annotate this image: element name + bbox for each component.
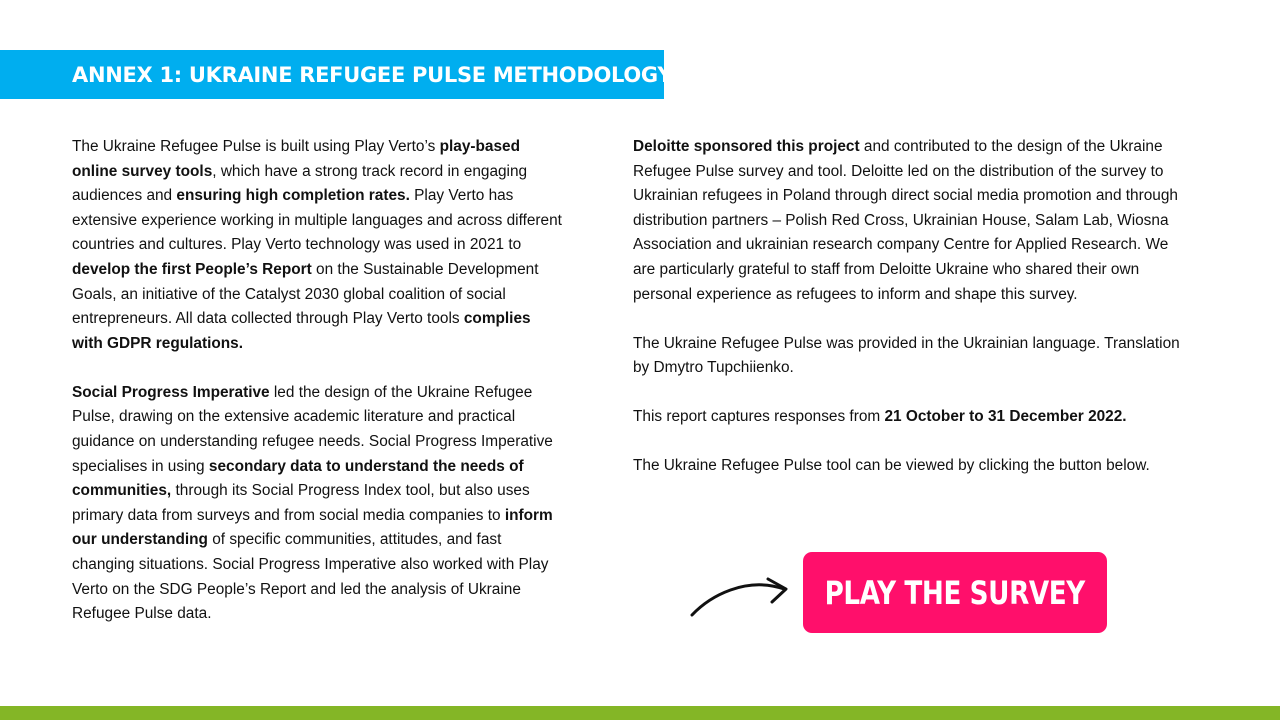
bold-text-run: 21 October to 31 December 2022. [884, 408, 1127, 426]
title-banner [0, 50, 673, 99]
text-run: and contributed to the design of the Ukraine Refugee Pulse survey and tool. Deloitte led on the distribution of the survey to Ukrainian refugees in Poland through direct social media promotion and through distribution partners – Polish Red Cross, Ukrainian House, Salam Lab, Wiosna Association and ukrainian research company Centre for Applied Research. We are particularly grateful to staff from Deloitte Ukraine who shared their own personal experience as refugees to inform and shape this survey. [633, 138, 1178, 303]
bold-text-run: complies with GDPR regulations. [72, 310, 531, 352]
bold-text-run: develop the first People’s Report [72, 260, 312, 278]
text-run: Play Verto has extensive experience working in multiple languages and across different countries and cultures. Play Verto technology was used in 2021 to [72, 187, 562, 254]
text-run: The Ukraine Refugee Pulse was provided in the Ukrainian language. Translation by Dmytro Tupchiienko. [633, 334, 1180, 377]
text-run: led the design of the Ukraine Refugee Pulse, drawing on the extensive academic literature and practical guidance on understanding refugee needs. Social Progress Imperative specialises in using [72, 383, 553, 475]
deloitte-paragraph [633, 135, 1193, 307]
bold-text-run: inform our understanding [72, 506, 553, 549]
tool-link-paragraph [633, 454, 1193, 479]
text-run: The Ukraine Refugee Pulse tool can be viewed by clicking the button below. [633, 457, 1150, 475]
text-run: of specific communities, attitudes, and fast changing situations. Social Progress Imperative also worked with Play Verto on the SDG People’s Report and led the analysis of Ukraine Refugee Pulse data. [72, 531, 549, 623]
left-column [72, 135, 564, 651]
text-run: The Ukraine Refugee Pulse is built using Play Verto’s [72, 138, 440, 155]
bold-text-run: secondary data to understand the needs of communities, [72, 457, 524, 500]
text-run: This report captures responses from [633, 408, 885, 426]
bold-text-run: ensuring high completion rates. [176, 187, 410, 205]
text-run: through its Social Progress Index tool, but also uses primary data from surveys and from social media companies to [72, 482, 530, 524]
translation-paragraph [633, 332, 1193, 381]
bold-text-run: Deloitte sponsored this project [633, 138, 860, 155]
play-survey-button[interactable] [803, 552, 1107, 633]
play-verto-paragraph [72, 135, 564, 356]
page-title: ANNEX 1: UKRAINE REFUGEE PULSE METHODOLOGY [72, 62, 673, 87]
curved-arrow-right-icon [688, 570, 792, 622]
right-column [633, 135, 1193, 504]
text-run: , which have a strong track record in engaging audiences and [72, 162, 528, 205]
social-progress-paragraph [72, 381, 564, 627]
play-survey-label: PLAY THE SURVEY [824, 573, 1086, 612]
text-run: on the Sustainable Development Goals, an initiative of the Catalyst 2030 global coalition of social entrepreneurs. All data collected through Play Verto tools [72, 260, 539, 328]
date-range-paragraph [633, 405, 1193, 430]
bold-text-run: Social Progress Imperative [72, 383, 270, 401]
bold-text-run: play-based online survey tools [72, 138, 520, 180]
footer-bar [0, 706, 1280, 720]
